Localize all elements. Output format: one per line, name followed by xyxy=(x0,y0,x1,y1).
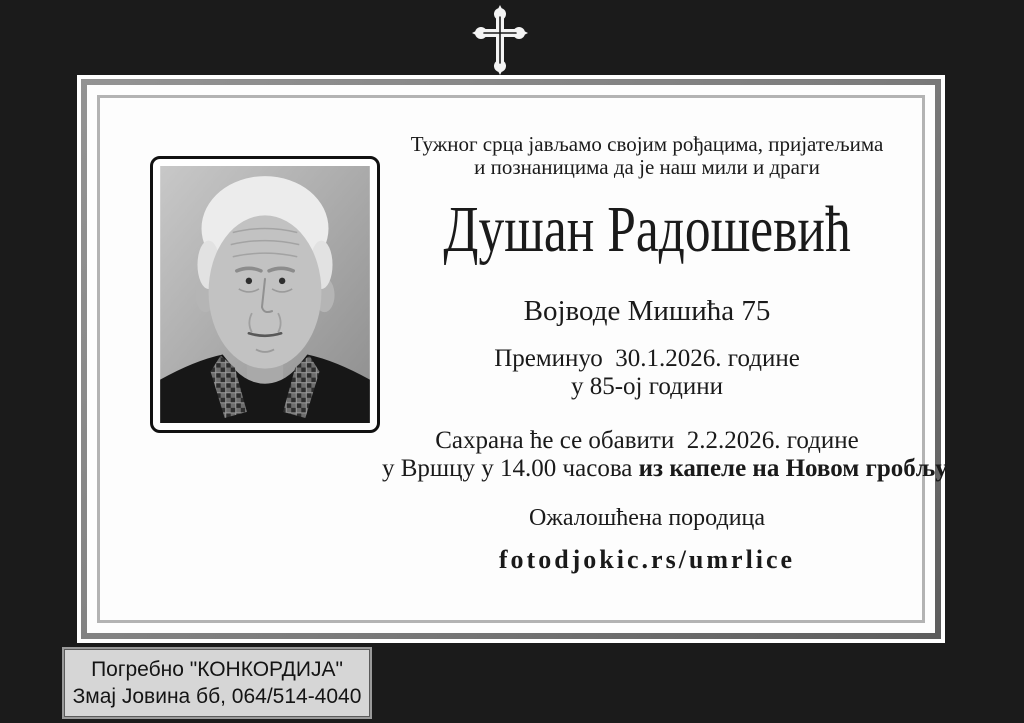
memorial-card xyxy=(77,75,948,643)
intro-line-2: и познаницима да је наш мили и драги xyxy=(474,155,820,179)
card-interior xyxy=(97,95,948,623)
deceased-name: Душан Радошевић xyxy=(443,193,851,266)
card-frame-white-mat xyxy=(87,85,948,633)
funeral-date-line: Сахрана ће се обавити 2.2.2026. године xyxy=(435,427,859,454)
funeral-chapel-text: из капеле на Новом гробљу xyxy=(638,455,948,482)
funeral-home-name: Погребно "КОНКОРДИЈА" xyxy=(91,658,343,681)
funeral-home-contact: Змај Јовина бб, 064/514-4040 xyxy=(72,685,362,708)
deceased-photo xyxy=(160,166,370,423)
funeral-place-line xyxy=(382,455,948,483)
cross-icon xyxy=(471,5,529,75)
death-date-line: Преминуо 30.1.2026. године xyxy=(494,345,800,372)
address-line: Војводе Мишића 75 xyxy=(523,295,771,327)
photo-frame xyxy=(150,156,380,433)
funeral-home-box xyxy=(62,647,372,719)
website-url: fotodjokic.rs/umrlice xyxy=(498,545,796,574)
intro-line-1: Тужног срца јављамо својим рођацима, пријатељима xyxy=(410,132,884,156)
closing-line: Ожалошћена породица xyxy=(528,505,766,531)
age-line: у 85-ој години xyxy=(570,373,724,400)
funeral-place-text: у Вршцу у 14.00 часова xyxy=(382,455,639,482)
card-frame-gray-band xyxy=(81,79,948,639)
notice-text-column xyxy=(382,132,948,574)
deceased-name-wrap xyxy=(382,193,912,267)
